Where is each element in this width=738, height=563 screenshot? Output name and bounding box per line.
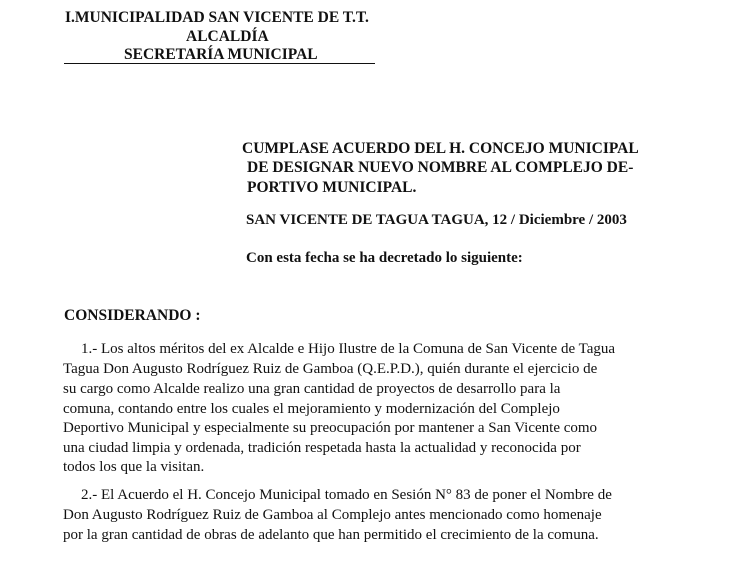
paragraph-line: Don Augusto Rodríguez Ruiz de Gamboa al Complejo antes mencionado como homenaje (63, 507, 602, 523)
paragraph-line: Deportivo Municipal y especialmente su preocupación por mantener a San Vicente como (63, 420, 598, 436)
subject-line-1: CUMPLASE ACUERDO DEL H. CONCEJO MUNICIPAL (242, 140, 639, 157)
letterhead-underline (64, 63, 375, 64)
paragraph-line: una ciudad limpia y ordenada, tradición respetada hasta la actualidad y reconocida por (63, 440, 581, 456)
paragraph-line: Tagua Don Augusto Rodríguez Ruiz de Gamboa (Q.E.P.D.), quién durante el ejercicio de (63, 361, 598, 377)
letterhead-office: ALCALDÍA (186, 28, 269, 45)
paragraph-line: todos los que la visitan. (63, 459, 205, 475)
considerando-heading: CONSIDERANDO : (64, 307, 201, 324)
paragraph-line: su cargo como Alcalde realizo una gran cantidad de proyectos de desarrollo para la (63, 381, 561, 397)
decree-intro: Con esta fecha se ha decretado lo siguiente: (246, 250, 523, 266)
paragraph-line: comuna, contando entre los cuales el mejoramiento y modernización del Complejo (63, 401, 560, 417)
date-line: SAN VICENTE DE TAGUA TAGUA, 12 / Diciembre / 2003 (246, 212, 627, 228)
subject-line-3: PORTIVO MUNICIPAL. (247, 179, 417, 196)
letterhead-department: SECRETARÍA MUNICIPAL (124, 46, 318, 63)
paragraph-line: 2.- El Acuerdo el H. Concejo Municipal tomado en Sesión N° 83 de poner el Nombre de (81, 487, 612, 503)
subject-line-2: DE DESIGNAR NUEVO NOMBRE AL COMPLEJO DE- (247, 159, 634, 176)
paragraph-line: 1.- Los altos méritos del ex Alcalde e Hijo Ilustre de la Comuna de San Vicente de Tagua (81, 341, 616, 357)
paragraph-line: por la gran cantidad de obras de adelanto que han permitido el crecimiento de la comuna. (63, 527, 599, 543)
letterhead-municipality: I.MUNICIPALIDAD SAN VICENTE DE T.T. (65, 9, 369, 26)
